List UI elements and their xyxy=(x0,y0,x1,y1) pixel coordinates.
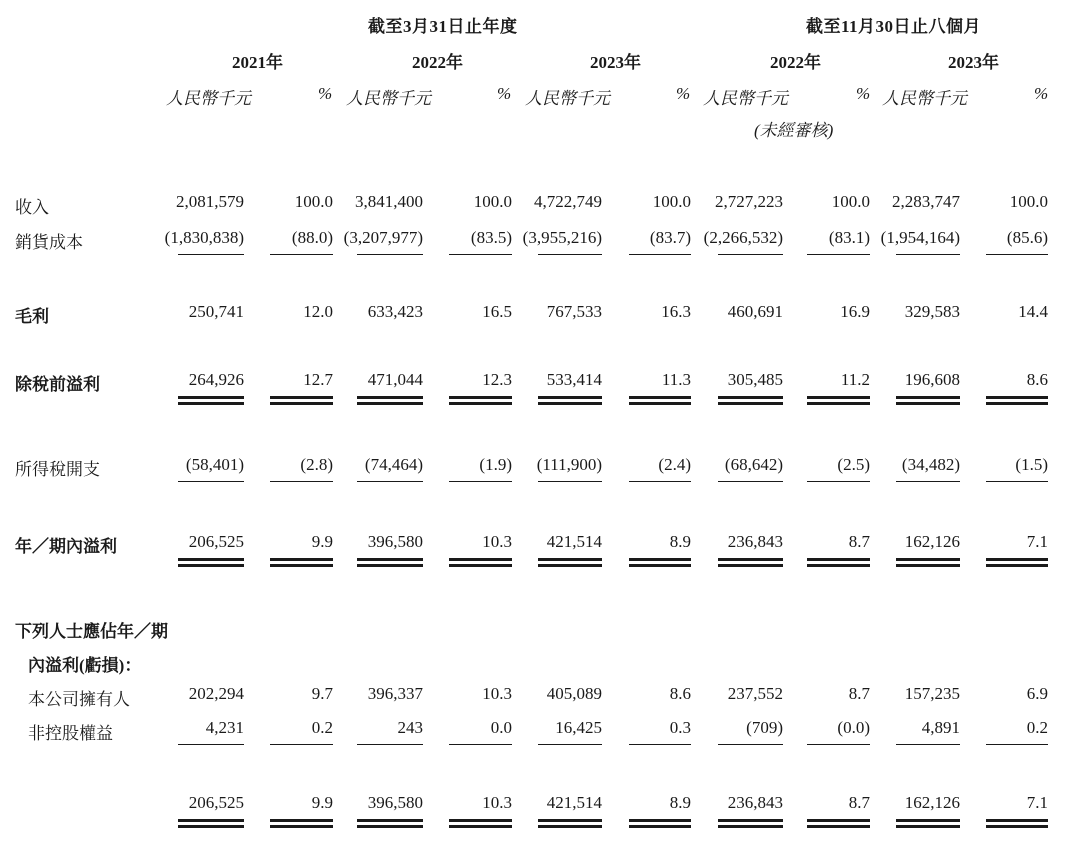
double-underline xyxy=(538,558,602,567)
double-underline xyxy=(986,819,1048,828)
table-cell-revenue: 100.0 xyxy=(294,192,333,211)
unit-rmb: 人民幣千元 xyxy=(882,89,967,108)
double-underline xyxy=(270,396,333,405)
table-cell-profit-before-tax: 11.3 xyxy=(661,370,691,389)
double-underline xyxy=(896,558,960,567)
table-cell-cost-of-sales: (1,830,838) xyxy=(164,228,244,247)
row-label-profit-for-period: 年／期內溢利 xyxy=(15,537,117,556)
table-cell-income-tax: (58,401) xyxy=(185,455,244,474)
double-underline xyxy=(896,819,960,828)
table-cell-revenue: 100.0 xyxy=(473,192,512,211)
table-cell-revenue: 4,722,749 xyxy=(534,192,602,211)
year-header-8m2022: 2022年 xyxy=(770,53,821,72)
table-cell-profit-for-period: 7.1 xyxy=(1026,532,1048,551)
underline xyxy=(718,744,783,745)
table-cell-income-tax: (111,900) xyxy=(536,455,602,474)
table-cell-gross-profit: 16.3 xyxy=(661,302,691,321)
table-cell-profit-for-period: 206,525 xyxy=(188,532,244,551)
unit-pct: % xyxy=(497,84,512,103)
table-cell-total: 10.3 xyxy=(482,793,512,812)
year-header-fy2021: 2021年 xyxy=(232,53,283,72)
table-cell-gross-profit: 767,533 xyxy=(546,302,602,321)
table-cell-revenue: 3,841,400 xyxy=(355,192,423,211)
table-cell-owners: 9.7 xyxy=(311,684,333,703)
table-cell-profit-for-period: 8.9 xyxy=(669,532,691,551)
table-cell-total: 9.9 xyxy=(311,793,333,812)
unaudited-note: (未經審核) xyxy=(754,121,834,140)
underline xyxy=(629,254,691,255)
double-underline xyxy=(178,396,244,405)
double-underline xyxy=(718,558,783,567)
group-header-fiscal-year: 截至3月31日止年度 xyxy=(368,17,518,36)
table-cell-profit-for-period: 9.9 xyxy=(311,532,333,551)
table-cell-gross-profit: 250,741 xyxy=(188,302,244,321)
table-cell-income-tax: (34,482) xyxy=(901,455,960,474)
table-cell-revenue: 100.0 xyxy=(652,192,691,211)
group-header-eight-months: 截至11月30日止八個月 xyxy=(806,17,982,36)
underline xyxy=(718,481,783,482)
underline xyxy=(986,744,1048,745)
table-cell-nci: 0.2 xyxy=(1026,718,1048,737)
table-cell-profit-before-tax: 196,608 xyxy=(904,370,960,389)
unit-rmb: 人民幣千元 xyxy=(703,89,788,108)
table-cell-gross-profit: 633,423 xyxy=(367,302,423,321)
table-cell-gross-profit: 329,583 xyxy=(904,302,960,321)
double-underline xyxy=(807,396,870,405)
table-cell-revenue: 2,283,747 xyxy=(892,192,960,211)
underline xyxy=(449,254,512,255)
double-underline xyxy=(270,819,333,828)
double-underline xyxy=(357,819,423,828)
year-header-fy2023: 2023年 xyxy=(590,53,641,72)
table-cell-income-tax: (68,642) xyxy=(724,455,783,474)
table-cell-total: 396,580 xyxy=(367,793,423,812)
table-cell-profit-for-period: 236,843 xyxy=(727,532,783,551)
table-cell-gross-profit: 14.4 xyxy=(1018,302,1048,321)
unit-pct: % xyxy=(318,84,333,103)
underline xyxy=(718,254,783,255)
underline xyxy=(896,254,960,255)
underline xyxy=(896,481,960,482)
double-underline xyxy=(449,819,512,828)
underline xyxy=(986,481,1048,482)
double-underline xyxy=(449,396,512,405)
double-underline xyxy=(986,558,1048,567)
double-underline xyxy=(449,558,512,567)
table-cell-profit-for-period: 10.3 xyxy=(482,532,512,551)
table-cell-nci: (709) xyxy=(746,718,783,737)
underline xyxy=(986,254,1048,255)
unit-rmb: 人民幣千元 xyxy=(346,89,431,108)
row-label-nci: 非控股權益 xyxy=(28,724,113,743)
double-underline xyxy=(986,396,1048,405)
double-underline xyxy=(178,558,244,567)
underline xyxy=(538,744,602,745)
table-cell-owners: 237,552 xyxy=(727,684,783,703)
table-cell-gross-profit: 460,691 xyxy=(727,302,783,321)
underline xyxy=(807,744,870,745)
attributable-heading-line1: 下列人士應佔年／期 xyxy=(15,622,168,641)
underline xyxy=(629,481,691,482)
table-cell-income-tax: (2.5) xyxy=(837,455,870,474)
row-label-cost-of-sales: 銷貨成本 xyxy=(15,233,83,252)
attributable-heading-line2: 內溢利(虧損)： xyxy=(28,656,142,675)
double-underline xyxy=(807,558,870,567)
table-cell-nci: 4,231 xyxy=(205,718,244,737)
row-label-gross-profit: 毛利 xyxy=(15,307,49,326)
row-label-income-tax: 所得稅開支 xyxy=(15,460,100,479)
underline xyxy=(270,744,333,745)
table-cell-gross-profit: 16.5 xyxy=(482,302,512,321)
table-cell-owners: 405,089 xyxy=(546,684,602,703)
double-underline xyxy=(178,819,244,828)
underline xyxy=(538,481,602,482)
double-underline xyxy=(718,819,783,828)
year-header-fy2022: 2022年 xyxy=(412,53,463,72)
table-cell-owners: 8.7 xyxy=(848,684,870,703)
table-cell-profit-for-period: 162,126 xyxy=(904,532,960,551)
table-cell-cost-of-sales: (83.1) xyxy=(828,228,870,247)
underline xyxy=(896,744,960,745)
table-cell-income-tax: (2.8) xyxy=(300,455,333,474)
underline xyxy=(178,481,244,482)
table-cell-nci: 4,891 xyxy=(921,718,960,737)
double-underline xyxy=(629,558,691,567)
table-cell-gross-profit: 16.9 xyxy=(840,302,870,321)
table-cell-owners: 157,235 xyxy=(904,684,960,703)
table-cell-nci: 0.0 xyxy=(490,718,512,737)
table-cell-cost-of-sales: (1,954,164) xyxy=(880,228,960,247)
double-underline xyxy=(896,396,960,405)
unit-pct: % xyxy=(676,84,691,103)
underline xyxy=(357,744,423,745)
table-cell-owners: 396,337 xyxy=(367,684,423,703)
table-cell-nci: 0.3 xyxy=(669,718,691,737)
table-cell-nci: 16,425 xyxy=(555,718,602,737)
table-cell-income-tax: (74,464) xyxy=(364,455,423,474)
table-cell-revenue: 2,727,223 xyxy=(715,192,783,211)
underline xyxy=(449,481,512,482)
table-cell-profit-before-tax: 305,485 xyxy=(727,370,783,389)
unit-rmb: 人民幣千元 xyxy=(525,89,610,108)
double-underline xyxy=(629,396,691,405)
row-label-revenue: 收入 xyxy=(15,198,49,217)
table-cell-profit-before-tax: 533,414 xyxy=(546,370,602,389)
table-cell-owners: 10.3 xyxy=(482,684,512,703)
double-underline xyxy=(538,396,602,405)
table-cell-total: 421,514 xyxy=(546,793,602,812)
underline xyxy=(357,254,423,255)
table-cell-cost-of-sales: (2,266,532) xyxy=(703,228,783,247)
table-cell-total: 162,126 xyxy=(904,793,960,812)
double-underline xyxy=(357,396,423,405)
table-cell-total: 8.9 xyxy=(669,793,691,812)
row-label-profit-before-tax: 除稅前溢利 xyxy=(15,375,100,394)
table-cell-cost-of-sales: (85.6) xyxy=(1006,228,1048,247)
underline xyxy=(449,744,512,745)
double-underline xyxy=(270,558,333,567)
unit-rmb: 人民幣千元 xyxy=(166,89,251,108)
table-cell-income-tax: (2.4) xyxy=(658,455,691,474)
table-cell-total: 7.1 xyxy=(1026,793,1048,812)
table-cell-cost-of-sales: (3,955,216) xyxy=(522,228,602,247)
row-label-owners: 本公司擁有人 xyxy=(28,690,130,709)
table-cell-profit-before-tax: 11.2 xyxy=(840,370,870,389)
underline xyxy=(178,744,244,745)
unit-pct: % xyxy=(856,84,871,103)
double-underline xyxy=(718,396,783,405)
underline xyxy=(807,254,870,255)
underline xyxy=(270,481,333,482)
unit-pct: % xyxy=(1034,84,1049,103)
table-cell-gross-profit: 12.0 xyxy=(303,302,333,321)
underline xyxy=(357,481,423,482)
underline xyxy=(629,744,691,745)
table-cell-cost-of-sales: (83.5) xyxy=(470,228,512,247)
table-cell-profit-for-period: 8.7 xyxy=(848,532,870,551)
table-cell-profit-before-tax: 12.7 xyxy=(303,370,333,389)
year-header-8m2023: 2023年 xyxy=(948,53,999,72)
table-cell-cost-of-sales: (3,207,977) xyxy=(343,228,423,247)
table-cell-profit-before-tax: 12.3 xyxy=(482,370,512,389)
underline xyxy=(178,254,244,255)
table-cell-cost-of-sales: (83.7) xyxy=(649,228,691,247)
table-cell-revenue: 100.0 xyxy=(1009,192,1048,211)
table-cell-owners: 8.6 xyxy=(669,684,691,703)
table-cell-nci: 243 xyxy=(397,718,423,737)
table-cell-total: 236,843 xyxy=(727,793,783,812)
table-cell-profit-before-tax: 264,926 xyxy=(188,370,244,389)
double-underline xyxy=(357,558,423,567)
table-cell-owners: 202,294 xyxy=(188,684,244,703)
table-cell-total: 8.7 xyxy=(848,793,870,812)
table-cell-profit-for-period: 421,514 xyxy=(546,532,602,551)
table-cell-total: 206,525 xyxy=(188,793,244,812)
table-cell-cost-of-sales: (88.0) xyxy=(291,228,333,247)
double-underline xyxy=(807,819,870,828)
underline xyxy=(270,254,333,255)
table-cell-profit-for-period: 396,580 xyxy=(367,532,423,551)
table-cell-income-tax: (1.9) xyxy=(479,455,512,474)
table-cell-nci: 0.2 xyxy=(311,718,333,737)
table-cell-nci: (0.0) xyxy=(837,718,870,737)
table-cell-profit-before-tax: 471,044 xyxy=(367,370,423,389)
table-cell-income-tax: (1.5) xyxy=(1015,455,1048,474)
underline xyxy=(538,254,602,255)
underline xyxy=(807,481,870,482)
double-underline xyxy=(538,819,602,828)
table-cell-owners: 6.9 xyxy=(1026,684,1048,703)
table-cell-revenue: 2,081,579 xyxy=(176,192,244,211)
double-underline xyxy=(629,819,691,828)
table-cell-revenue: 100.0 xyxy=(831,192,870,211)
table-cell-profit-before-tax: 8.6 xyxy=(1026,370,1048,389)
